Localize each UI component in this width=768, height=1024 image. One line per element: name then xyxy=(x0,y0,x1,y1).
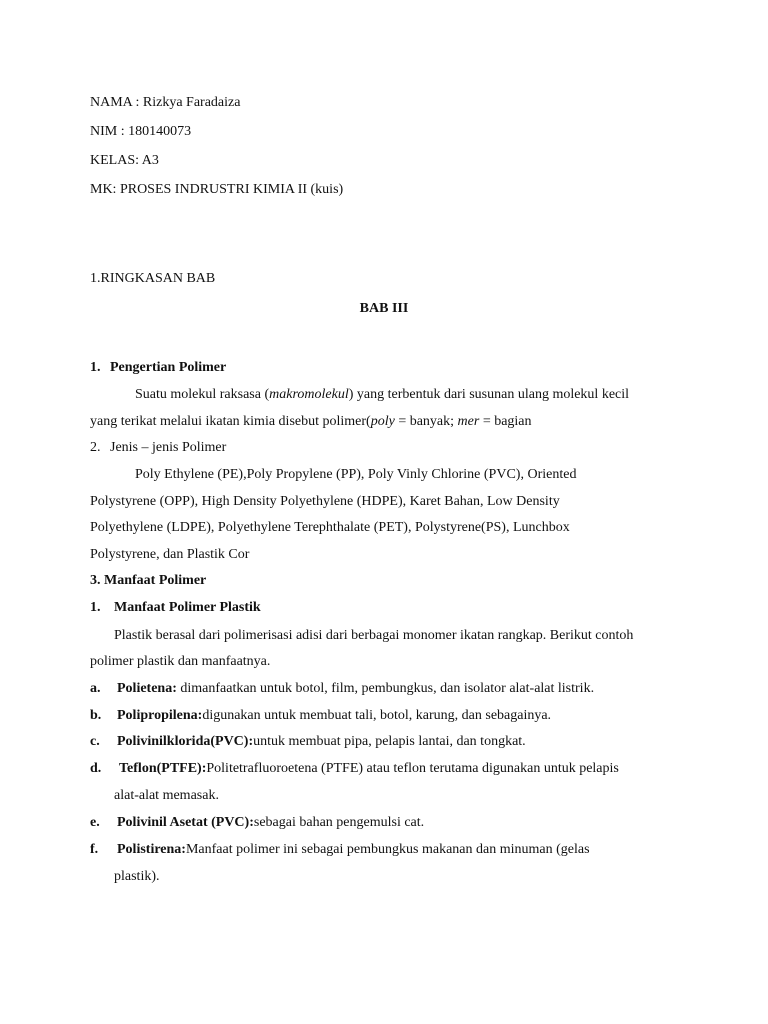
list-item-b xyxy=(90,707,551,725)
header-mk: MK: PROSES INDRUSTRI KIMIA II (kuis) xyxy=(90,182,344,197)
list-letter: c. xyxy=(90,734,100,749)
section3-sub-title: Manfaat Polimer Plastik xyxy=(114,600,261,615)
italic-term: makromolekul xyxy=(269,387,349,402)
text-run: = banyak; xyxy=(394,414,458,429)
list-text: digunakan untuk membuat tali, botol, karung, dan sebagainya. xyxy=(202,708,552,723)
list-letter: a. xyxy=(90,681,101,696)
list-text: dimanfaatkan untuk botol, film, pembungkus, dan isolator alat-alat listrik. xyxy=(176,681,595,696)
list-letter: d. xyxy=(90,761,102,776)
section2-number: 2. xyxy=(90,440,101,455)
section2-line4: Polystyrene, dan Plastik Cor xyxy=(90,547,250,562)
text-run: yang terikat melalui ikatan kimia disebut polimer( xyxy=(90,414,371,429)
list-letter: e. xyxy=(90,815,100,830)
section2-line1: Poly Ethylene (PE),Poly Propylene (PP), Poly Vinly Chlorine (PVC), Oriented xyxy=(135,467,577,482)
list-item-a xyxy=(90,680,594,698)
italic-term: poly xyxy=(370,414,395,429)
section2-title: Jenis – jenis Polimer xyxy=(110,440,227,455)
text-run: ) yang terbentuk dari susunan ulang molekul kecil xyxy=(348,387,630,402)
section1-title: Pengertian Polimer xyxy=(110,360,227,375)
section2-line3: Polyethylene (LDPE), Polyethylene Terephthalate (PET), Polystyrene(PS), Lunchbox xyxy=(90,520,570,535)
list-item-f-continuation: plastik). xyxy=(114,869,160,884)
text-run: = bagian xyxy=(479,414,532,429)
list-term: Polivinil Asetat (PVC): xyxy=(117,815,254,830)
section3-intro-line1: Plastik berasal dari polimerisasi adisi dari berbagai monomer ikatan rangkap. Berikut contoh xyxy=(114,628,634,643)
header-nim: NIM : 180140073 xyxy=(90,124,192,139)
header-kelas: KELAS: A3 xyxy=(90,153,159,168)
list-item-d-continuation: alat-alat memasak. xyxy=(114,788,219,803)
section3-heading: 3. Manfaat Polimer xyxy=(90,573,207,588)
italic-term: mer xyxy=(457,414,480,429)
list-item-e xyxy=(90,814,424,832)
section1-heading xyxy=(90,359,226,377)
list-item-f xyxy=(90,841,590,859)
section3-subheading xyxy=(90,599,261,617)
ringkasan-heading: 1.RINGKASAN BAB xyxy=(90,271,216,286)
text-run: Suatu molekul raksasa ( xyxy=(135,387,270,402)
section2-heading xyxy=(90,439,226,457)
section3-intro-line2: polimer plastik dan manfaatnya. xyxy=(90,654,271,669)
section2-line2: Polystyrene (OPP), High Density Polyethylene (HDPE), Karet Bahan, Low Density xyxy=(90,494,560,509)
section3-sub-number: 1. xyxy=(90,600,101,615)
list-term: Polipropilena: xyxy=(117,708,203,723)
list-text: sebagai bahan pengemulsi cat. xyxy=(253,815,425,830)
list-item-c xyxy=(90,733,526,751)
header-nama: NAMA : Rizkya Faradaiza xyxy=(90,95,241,110)
section1-paragraph-line2 xyxy=(90,413,532,431)
list-term: Teflon(PTFE): xyxy=(119,761,207,776)
section1-number: 1. xyxy=(90,360,101,375)
list-letter: b. xyxy=(90,708,102,723)
list-text: Politetrafluoroetena (PTFE) atau teflon terutama digunakan untuk pelapis xyxy=(206,761,619,776)
list-term: Polistirena: xyxy=(117,842,186,857)
list-term: Polietena: xyxy=(117,681,177,696)
bab-title: BAB III xyxy=(359,301,409,316)
list-text: Manfaat polimer ini sebagai pembungkus makanan dan minuman (gelas xyxy=(185,842,590,857)
list-text: untuk membuat pipa, pelapis lantai, dan tongkat. xyxy=(253,734,526,749)
list-term: Polivinilklorida(PVC): xyxy=(117,734,254,749)
list-letter: f. xyxy=(90,842,99,857)
section1-paragraph-line1 xyxy=(135,386,629,404)
list-item-d xyxy=(90,760,619,778)
